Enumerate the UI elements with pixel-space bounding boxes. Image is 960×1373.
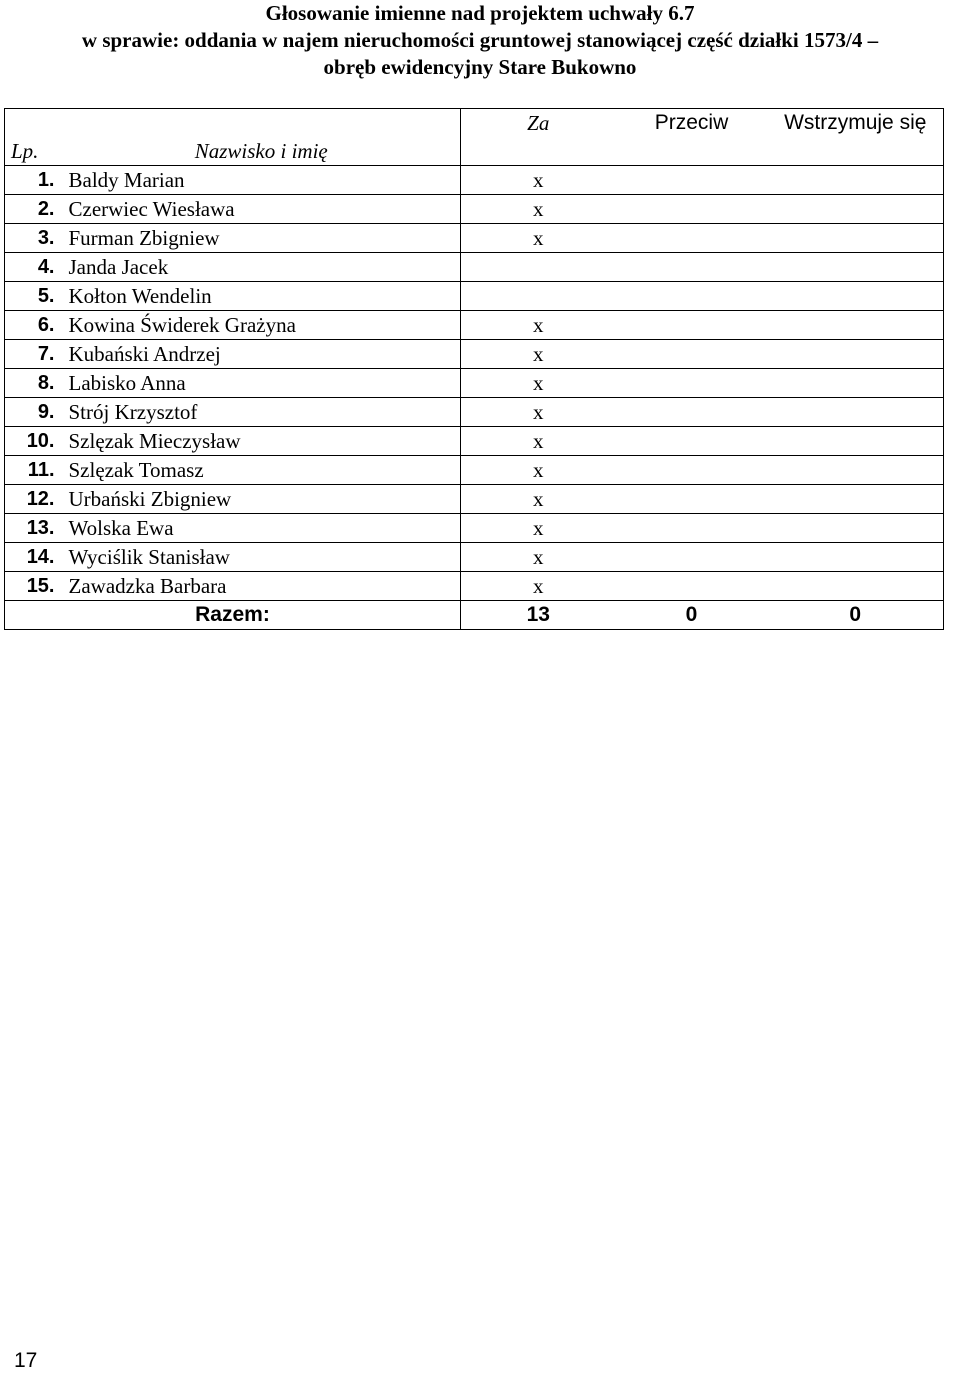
- col-header-name: Nazwisko i imię: [63, 137, 461, 166]
- table-row: [5, 166, 944, 195]
- table-row: [5, 572, 944, 601]
- row-vote-przeciw: [616, 369, 768, 398]
- row-number: 2.: [5, 195, 63, 224]
- row-vote-przeciw: [616, 398, 768, 427]
- row-vote-wstrzymuje: [768, 224, 944, 253]
- row-vote-przeciw: [616, 340, 768, 369]
- row-name: Labisko Anna: [63, 369, 461, 398]
- row-vote-za: x: [461, 398, 616, 427]
- row-vote-przeciw: [616, 195, 768, 224]
- col-header-lp: Lp.: [5, 137, 63, 166]
- row-vote-za: x: [461, 485, 616, 514]
- row-name: Urbański Zbigniew: [63, 485, 461, 514]
- row-vote-przeciw: [616, 572, 768, 601]
- row-vote-przeciw: [616, 224, 768, 253]
- row-vote-wstrzymuje: [768, 340, 944, 369]
- row-vote-wstrzymuje: [768, 398, 944, 427]
- table-row: [5, 456, 944, 485]
- row-number: 13.: [5, 514, 63, 543]
- row-number: 9.: [5, 398, 63, 427]
- row-vote-przeciw: [616, 543, 768, 572]
- vote-table: [4, 108, 944, 630]
- table-row: [5, 514, 944, 543]
- table-row: [5, 253, 944, 282]
- row-vote-przeciw: [616, 427, 768, 456]
- row-number: 4.: [5, 253, 63, 282]
- row-vote-za: x: [461, 195, 616, 224]
- header-row-top: [5, 109, 944, 138]
- row-number: 7.: [5, 340, 63, 369]
- row-vote-wstrzymuje: [768, 456, 944, 485]
- col-header-przeciw: Przeciw: [616, 109, 768, 166]
- row-vote-za: x: [461, 456, 616, 485]
- table-row: [5, 427, 944, 456]
- row-vote-wstrzymuje: [768, 253, 944, 282]
- row-name: Kubański Andrzej: [63, 340, 461, 369]
- col-header-za: Za: [461, 109, 616, 138]
- row-name: Strój Krzysztof: [63, 398, 461, 427]
- row-name: Janda Jacek: [63, 253, 461, 282]
- table-row: [5, 282, 944, 311]
- row-vote-wstrzymuje: [768, 543, 944, 572]
- row-number: 14.: [5, 543, 63, 572]
- row-vote-wstrzymuje: [768, 311, 944, 340]
- row-vote-przeciw: [616, 485, 768, 514]
- table-row: [5, 369, 944, 398]
- table-row: [5, 340, 944, 369]
- total-za: 13: [461, 601, 616, 630]
- row-vote-przeciw: [616, 282, 768, 311]
- row-vote-przeciw: [616, 166, 768, 195]
- row-vote-za: x: [461, 311, 616, 340]
- row-vote-za: x: [461, 166, 616, 195]
- row-vote-wstrzymuje: [768, 282, 944, 311]
- page-number: 17: [14, 1349, 38, 1372]
- row-vote-wstrzymuje: [768, 514, 944, 543]
- table-row: [5, 398, 944, 427]
- table-row: [5, 543, 944, 572]
- row-vote-za: [461, 253, 616, 282]
- header-spacer-name: [63, 109, 461, 138]
- row-name: Wyciślik Stanisław: [63, 543, 461, 572]
- row-vote-przeciw: [616, 456, 768, 485]
- row-number: 12.: [5, 485, 63, 514]
- row-vote-za: [461, 282, 616, 311]
- table-row: [5, 311, 944, 340]
- row-number: 5.: [5, 282, 63, 311]
- row-name: Baldy Marian: [63, 166, 461, 195]
- row-vote-za: x: [461, 340, 616, 369]
- table-row: [5, 195, 944, 224]
- total-row: [5, 601, 944, 630]
- row-name: Wolska Ewa: [63, 514, 461, 543]
- row-name: Czerwiec Wiesława: [63, 195, 461, 224]
- table-row: [5, 485, 944, 514]
- row-name: Zawadzka Barbara: [63, 572, 461, 601]
- row-number: 8.: [5, 369, 63, 398]
- row-vote-wstrzymuje: [768, 427, 944, 456]
- row-vote-przeciw: [616, 514, 768, 543]
- row-vote-za: x: [461, 224, 616, 253]
- header-spacer-za: [461, 137, 616, 166]
- row-vote-za: x: [461, 543, 616, 572]
- row-name: Kołton Wendelin: [63, 282, 461, 311]
- row-vote-przeciw: [616, 311, 768, 340]
- row-vote-wstrzymuje: [768, 166, 944, 195]
- row-vote-wstrzymuje: [768, 369, 944, 398]
- header-spacer-lp: [5, 109, 63, 138]
- row-name: Szlęzak Mieczysław: [63, 427, 461, 456]
- row-vote-za: x: [461, 514, 616, 543]
- row-number: 11.: [5, 456, 63, 485]
- row-number: 1.: [5, 166, 63, 195]
- document-title-line-1: Głosowanie imienne nad projektem uchwały 6.7: [265, 1, 695, 25]
- document-title-line-3: obręb ewidencyjny Stare Bukowno: [323, 55, 637, 79]
- row-vote-wstrzymuje: [768, 485, 944, 514]
- total-przeciw: 0: [616, 601, 768, 630]
- row-number: 10.: [5, 427, 63, 456]
- row-number: 15.: [5, 572, 63, 601]
- col-header-wstrzymuje: Wstrzymuje się: [768, 109, 944, 166]
- row-vote-przeciw: [616, 253, 768, 282]
- document-title-line-2: w sprawie: oddania w najem nieruchomości gruntowej stanowiącej część działki 1573/4 –: [81, 28, 879, 52]
- row-name: Szlęzak Tomasz: [63, 456, 461, 485]
- vote-table-body: [5, 109, 944, 630]
- row-number: 3.: [5, 224, 63, 253]
- row-vote-za: x: [461, 427, 616, 456]
- row-number: 6.: [5, 311, 63, 340]
- row-name: Kowina Świderek Grażyna: [63, 311, 461, 340]
- table-row: [5, 224, 944, 253]
- total-label: Razem:: [5, 601, 461, 630]
- total-wstrzymuje: 0: [768, 601, 944, 630]
- row-vote-wstrzymuje: [768, 195, 944, 224]
- row-vote-za: x: [461, 369, 616, 398]
- row-name: Furman Zbigniew: [63, 224, 461, 253]
- row-vote-za: x: [461, 572, 616, 601]
- row-vote-wstrzymuje: [768, 572, 944, 601]
